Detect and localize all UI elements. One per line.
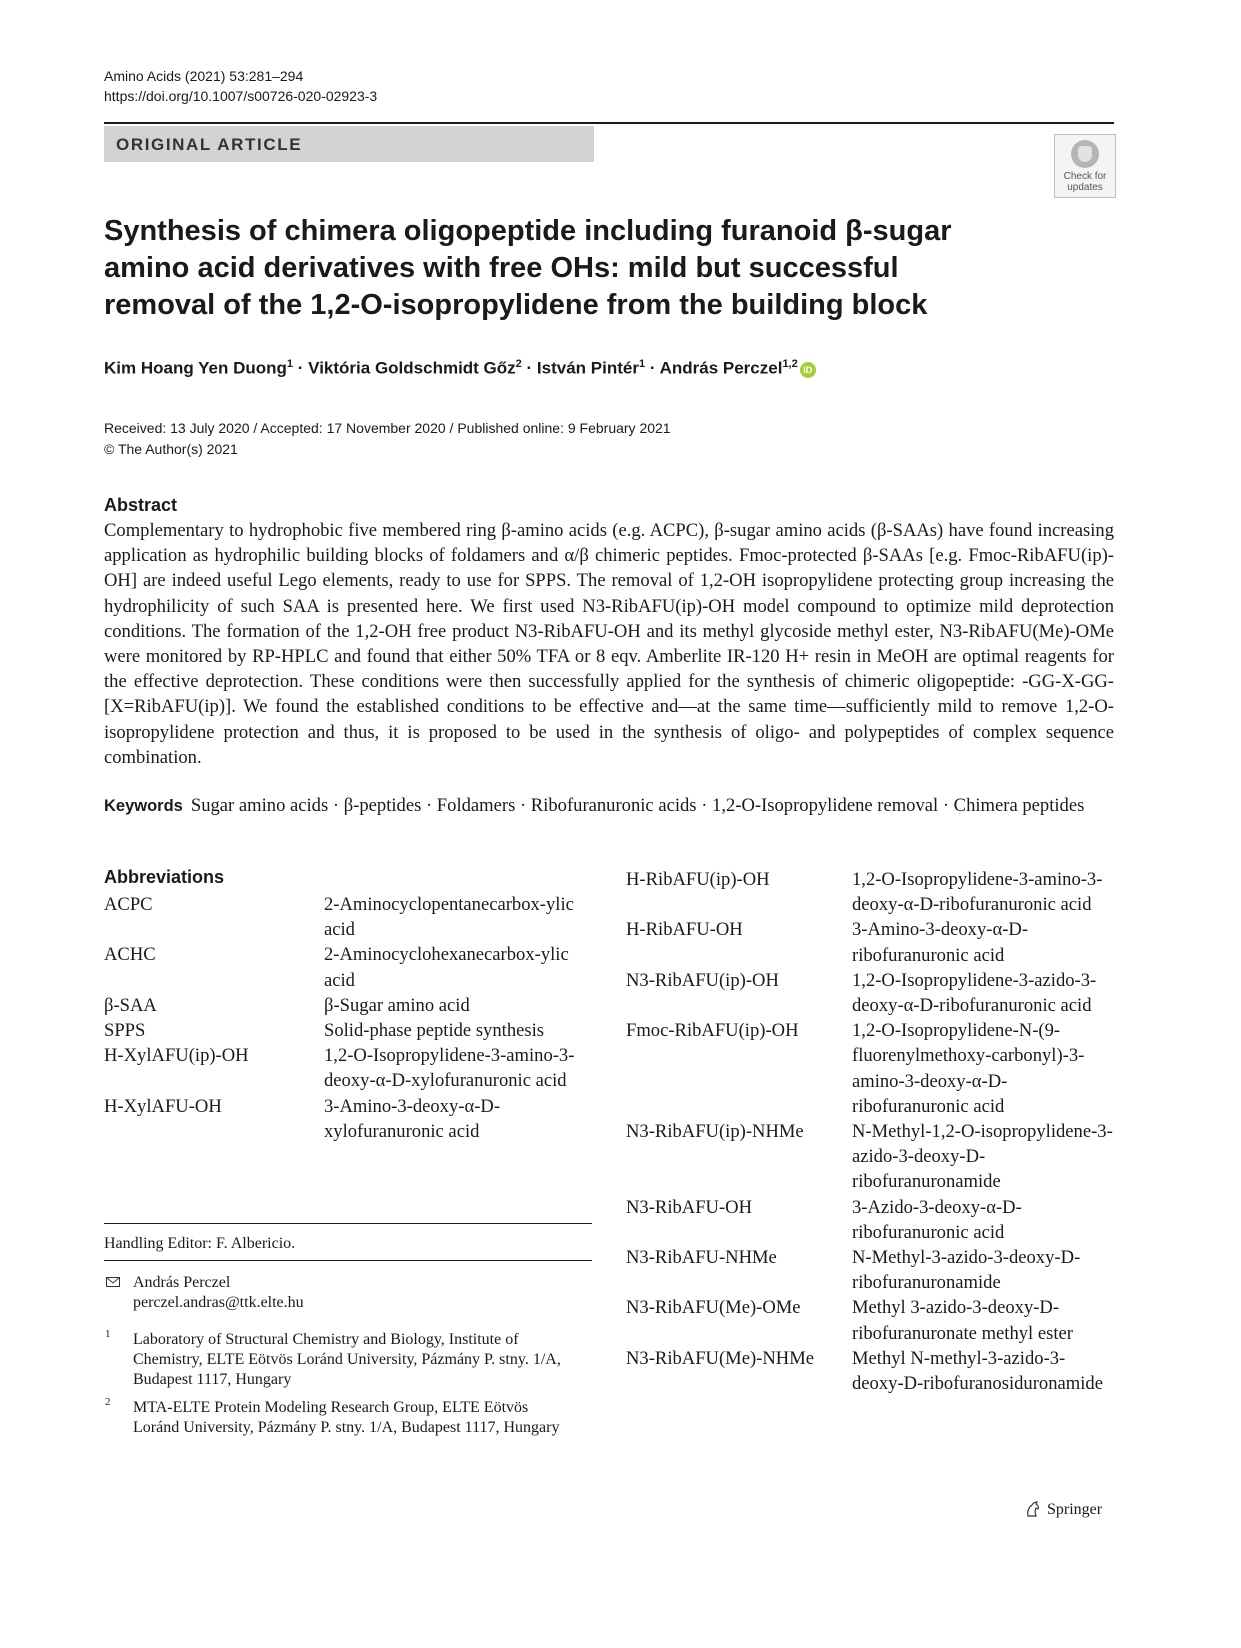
abbreviation-definition: 3-Amino-3-deoxy-α-D-ribofuranuronic acid bbox=[852, 919, 1029, 966]
abbreviations-table-right bbox=[626, 867, 1114, 1396]
abbreviation-definition: 1,2-O-Isopropylidene-3-amino-3-deoxy-α-D-xylofuranuronic acid bbox=[324, 1045, 575, 1092]
abbreviation-row bbox=[104, 1018, 588, 1043]
corresponding-author-name: András Perczel bbox=[133, 1274, 231, 1291]
article-type-label: ORIGINAL ARTICLE bbox=[116, 135, 303, 154]
abbreviation-term: β-SAA bbox=[104, 994, 157, 1016]
check-updates-label: Check for updates bbox=[1063, 171, 1107, 193]
abbreviation-row bbox=[626, 1346, 1114, 1396]
publisher-name: Springer bbox=[1047, 1501, 1103, 1518]
abbreviation-term: H-RibAFU(ip)-OH bbox=[626, 869, 770, 890]
article-type-banner bbox=[104, 126, 594, 162]
abbreviation-row bbox=[104, 1094, 588, 1144]
abbreviation-definition: Methyl N-methyl-3-azido-3-deoxy-D-ribofuranosiduronamide bbox=[852, 1347, 1103, 1395]
header-rule bbox=[104, 122, 1114, 124]
handling-editor: Handling Editor: F. Albericio. bbox=[104, 1235, 296, 1252]
author-affiliation: 1,2 bbox=[782, 358, 798, 370]
abbreviation-term: H-XylAFU-OH bbox=[104, 1095, 222, 1117]
abbreviation-definition: Methyl 3-azido-3-deoxy-D-ribofuranuronate methyl ester bbox=[852, 1297, 1073, 1344]
affiliation-number: 2 bbox=[105, 1396, 111, 1408]
springer-horse-icon bbox=[1024, 1500, 1042, 1518]
affiliation-text: MTA-ELTE Protein Modeling Research Group, ELTE Eötvös Loránd University, Pázmány P. stny. 1/A, Budapest 1117, Hungary bbox=[133, 1399, 560, 1436]
abbreviation-term: SPPS bbox=[104, 1020, 146, 1042]
affiliation-number: 1 bbox=[105, 1328, 111, 1340]
abbreviation-definition: N-Methyl-3-azido-3-deoxy-D-ribofuranuronamide bbox=[852, 1247, 1081, 1294]
author-name[interactable]: István Pintér bbox=[536, 358, 639, 378]
abbreviation-row bbox=[626, 968, 1114, 1018]
abbreviation-term: H-XylAFU(ip)-OH bbox=[104, 1045, 249, 1067]
author-list: Kim Hoang Yen Duong$^1$ · Viktória Goldschmidt Gőz$^2$ · István Pintér$^1$ · András Perczel$^{1,2}$ iD bbox=[104, 358, 816, 379]
publisher-logo bbox=[1024, 1500, 1102, 1519]
abbreviation-term: H-RibAFU-OH bbox=[626, 919, 743, 941]
abbreviation-definition: N-Methyl-1,2-O-isopropylidene-3-azido-3-deoxy-D-ribofuranuronamide bbox=[852, 1121, 1113, 1193]
abbreviation-definition: 3-Amino-3-deoxy-α-D-xylofuranuronic acid bbox=[324, 1095, 501, 1142]
author-affiliation: 1 bbox=[286, 358, 294, 370]
publication-dates bbox=[104, 418, 671, 460]
orcid-icon[interactable]: iD bbox=[800, 362, 816, 378]
footnote-rule bbox=[104, 1223, 592, 1224]
journal-citation: Amino Acids (2021) 53:281–294 bbox=[104, 68, 304, 84]
abbreviation-row bbox=[626, 917, 1114, 967]
abbreviation-row bbox=[104, 942, 588, 992]
abbreviation-term: N3-RibAFU(ip)-NHMe bbox=[626, 1121, 804, 1143]
author-name[interactable]: Kim Hoang Yen Duong bbox=[104, 358, 287, 378]
abbreviation-definition: 2-Aminocyclohexanecarbox-ylic acid bbox=[324, 944, 569, 991]
author-affiliation: 2 bbox=[515, 358, 522, 370]
abbreviation-row bbox=[626, 867, 1114, 917]
copyright-line: © The Author(s) 2021 bbox=[104, 441, 238, 457]
abbreviation-row bbox=[104, 892, 588, 942]
abbreviation-term: ACHC bbox=[104, 944, 156, 966]
corresponding-author bbox=[133, 1273, 304, 1313]
abbreviation-term: Fmoc-RibAFU(ip)-OH bbox=[626, 1020, 799, 1042]
keywords bbox=[104, 793, 1114, 819]
corresponding-author-email[interactable]: perczel.andras@ttk.elte.hu bbox=[133, 1294, 304, 1311]
footnote-rule bbox=[104, 1260, 592, 1261]
abbreviation-definition: 1,2-O-Isopropylidene-3-amino-3-deoxy-α-D-ribofuranuronic acid bbox=[852, 869, 1103, 916]
abbreviation-term: N3-RibAFU-OH bbox=[626, 1196, 753, 1218]
abbreviation-term: N3-RibAFU(Me)-NHMe bbox=[626, 1347, 814, 1369]
author-affiliation: 1 bbox=[638, 358, 646, 370]
abbreviation-definition: 1,2-O-Isopropylidene-N-(9-fluorenylmethoxy-carbonyl)-3-amino-3-deoxy-α-D-ribofuranuronic acid bbox=[852, 1020, 1085, 1117]
abbreviation-definition: 2-Aminocyclopentanecarbox-ylic acid bbox=[324, 894, 574, 941]
abbreviation-term: N3-RibAFU(Me)-OMe bbox=[626, 1297, 801, 1319]
abbreviation-row bbox=[626, 1295, 1114, 1345]
abbreviation-row bbox=[626, 1018, 1114, 1119]
abstract-text: Complementary to hydrophobic five membered ring β-amino acids (e.g. ACPC), β-sugar amino acids (β-SAAs) have found increasing application as hydrophilic building blocks of foldamers and α/β chimeric peptides. Fmoc-protected β-SAAs [e.g. Fmoc-RibAFU(ip)-OH] are indeed useful Lego elements, ready to use for SPPS. The removal of 1,2-OH isopropylidene protecting group increasing the hydrophilicity of such SAA is presented here. We first used N3-RibAFU(ip)-OH model compound to optimize mild deprotection conditions. The formation of the 1,2-OH free product N3-RibAFU-OH and its methyl glycoside methyl ester, N3-RibAFU(Me)-OMe were monitored by RP-HPLC and found that either 50% TFA or 8 eqv. Amberlite IR-120 H+ resin in MeOH are optimal reagents for the effective deprotection. These conditions were then successfully applied for the synthesis of chimeric oligopeptide: -GG-X-GG- [X=RibAFU(ip)]. We found the established conditions to be effective and—at the same time—sufficiently mild to remove 1,2-O-isopropylidene protection and thus, it is proposed to be used in the synthesis of oligo- and polypeptides of complex sequence combination. bbox=[104, 520, 1114, 768]
abbreviation-row bbox=[104, 1043, 588, 1093]
article-title: Synthesis of chimera oligopeptide including furanoid β-sugar amino acid derivatives with free OHs: mild but successful removal of the 1,2-O-isopropylidene from the building block bbox=[104, 215, 952, 321]
abbreviation-term: ACPC bbox=[104, 894, 153, 915]
envelope-icon bbox=[106, 1277, 120, 1287]
abstract-body bbox=[104, 518, 1114, 770]
affiliation-text: Laboratory of Structural Chemistry and Biology, Institute of Chemistry, ELTE Eötvös Loránd University, Pázmány P. stny. 1/A, Budapest 1117, Hungary bbox=[133, 1331, 561, 1388]
author-name[interactable]: Viktória Goldschmidt Gőz bbox=[308, 358, 516, 378]
abbreviation-row bbox=[104, 993, 588, 1018]
abbreviation-definition: 1,2-O-Isopropylidene-3-azido-3-deoxy-α-D-ribofuranuronic acid bbox=[852, 969, 1097, 1017]
keywords-text: Sugar amino acids · β-peptides · Foldamers · Ribofuranuronic acids · 1,2-O-Isopropylidene removal · Chimera peptides bbox=[190, 795, 1085, 816]
abbreviations-table-left bbox=[104, 892, 588, 1144]
abbreviation-term: N3-RibAFU(ip)-OH bbox=[626, 969, 779, 991]
abbreviation-row bbox=[626, 1195, 1114, 1245]
abbreviations-heading: Abbreviations bbox=[104, 867, 225, 887]
doi-link[interactable]: https://doi.org/10.1007/s00726-020-02923-3 bbox=[104, 88, 378, 104]
journal-header bbox=[104, 66, 377, 106]
abbreviation-row bbox=[626, 1119, 1114, 1195]
check-updates-icon bbox=[1071, 140, 1099, 168]
received-accepted-published: Received: 13 July 2020 / Accepted: 17 November 2020 / Published online: 9 February 2021 bbox=[104, 420, 671, 436]
abbreviation-definition: β-Sugar amino acid bbox=[324, 994, 470, 1016]
author-name[interactable]: András Perczel bbox=[659, 358, 783, 378]
keywords-label: Keywords bbox=[104, 797, 183, 815]
abbreviation-row bbox=[626, 1245, 1114, 1295]
abbreviation-definition: 3-Azido-3-deoxy-α-D-ribofuranuronic acid bbox=[852, 1196, 1022, 1243]
abstract-heading: Abstract bbox=[104, 495, 178, 515]
abbreviation-definition: Solid-phase peptide synthesis bbox=[324, 1020, 545, 1042]
abbreviation-term: N3-RibAFU-NHMe bbox=[626, 1247, 777, 1269]
check-for-updates-badge[interactable] bbox=[1054, 134, 1116, 198]
